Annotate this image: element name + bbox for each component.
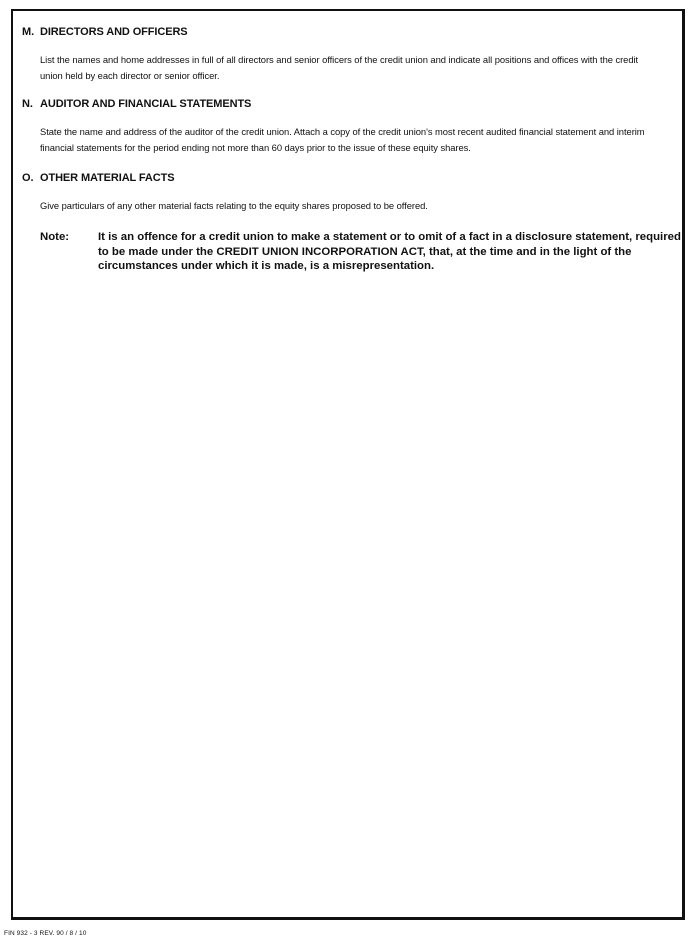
- section-m-title: DIRECTORS AND OFFICERS: [40, 26, 188, 38]
- form-number: FIN 932 - 3 REV. 90 / 8 / 10: [4, 930, 87, 937]
- section-o-heading: [22, 172, 174, 184]
- section-o-title: OTHER MATERIAL FACTS: [40, 172, 175, 184]
- note-text: It is an offence for a credit union to make a statement or to omit of a fact in a disclosure statement, required to be made under the CREDIT UNION INCORPORATION ACT, that, at the time and in the light of the circumstances under which it is made, is a misrepresentation.: [98, 231, 681, 272]
- page-border: [11, 9, 685, 920]
- section-m-letter: M.: [22, 26, 35, 38]
- note-label: Note:: [40, 231, 70, 243]
- section-m-body: List the names and home addresses in full of all directors and senior officers of the credit union and indicate all positions and offices with the credit union held by each director or senior officer.: [40, 54, 639, 81]
- section-n-title: AUDITOR AND FINANCIAL STATEMENTS: [40, 98, 252, 110]
- section-o-body: Give particulars of any other material facts relating to the equity shares proposed to be offered.: [40, 200, 428, 211]
- section-n-letter: N.: [22, 98, 33, 110]
- section-n-body: State the name and address of the auditor of the credit union. Attach a copy of the credit union's most recent audited financial statement and interim financial statements for the period ending not more than 60 days prior to the issue of these equity shares.: [40, 126, 645, 153]
- section-m-heading: [22, 26, 188, 38]
- section-o-letter: O.: [22, 172, 34, 184]
- section-n-heading: [22, 98, 251, 110]
